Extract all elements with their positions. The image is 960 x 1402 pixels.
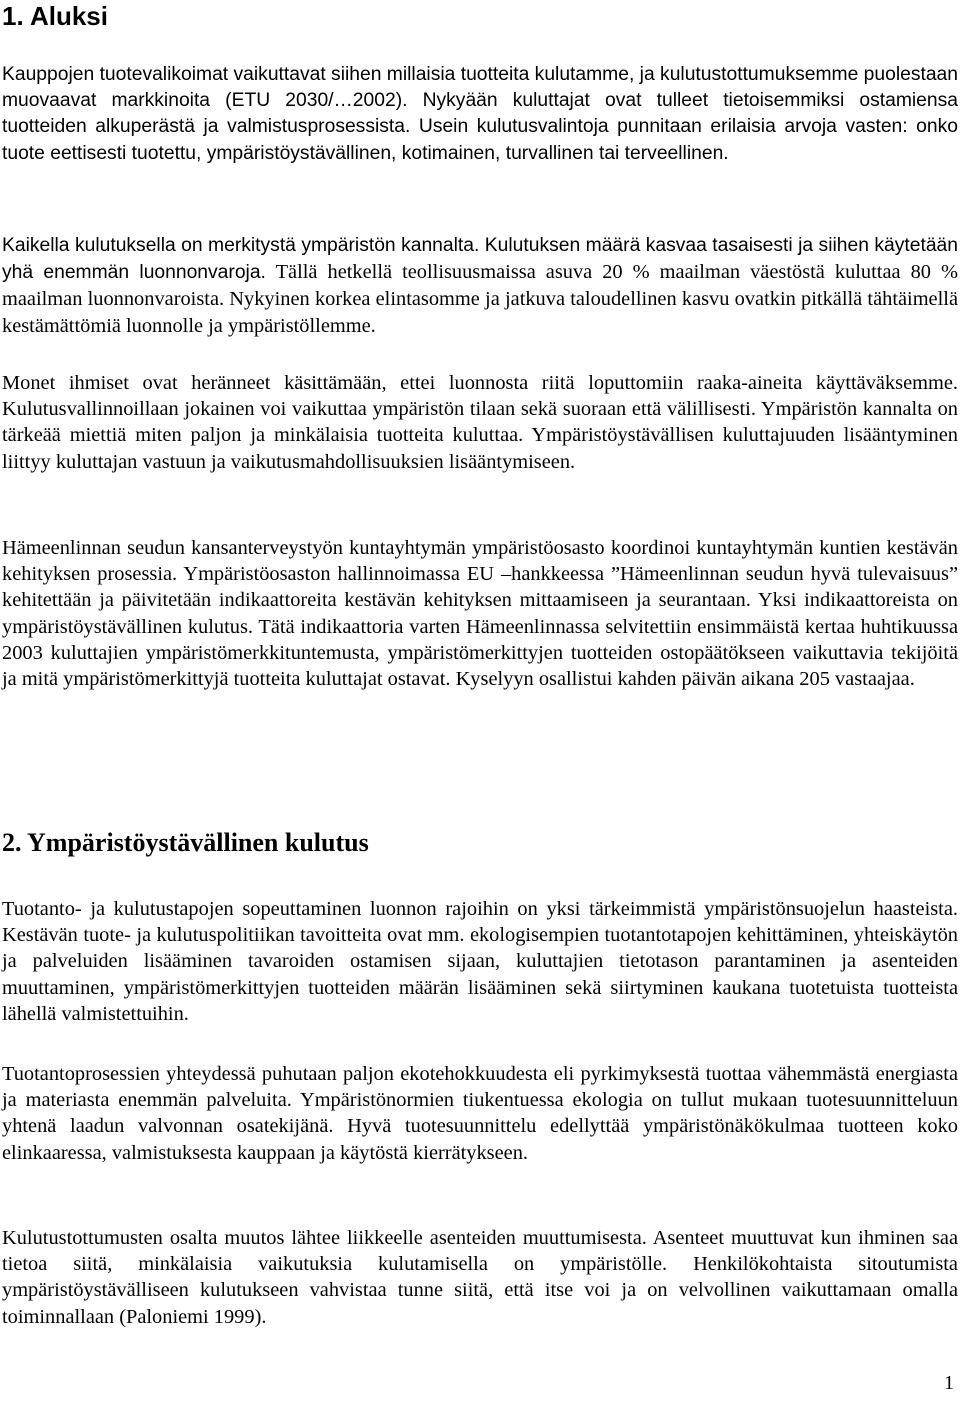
paragraph-awareness: Monet ihmiset ovat heränneet käsittämään, ettei luonnosta riitä loputtomiin raaka-aineita käyttäväksemme. Kulutusvallinnoillaan jokainen voi vaikuttaa ympäristön tilaan sekä suoraan että välillisesti. Ympäristön kannalta on tärkeää miettiä miten paljon ja minkälaisia tuotteita kuluttaa. Ympäristöystävällisen kuluttajuuden lisääntyminen liittyy kuluttajan vastuun ja vaikutusmahdollisuuksien lisääntymiseen. — [2, 372, 958, 473]
page-number: 1 — [944, 1372, 954, 1394]
paragraph-intro: Kauppojen tuotevalikoimat vaikuttavat siihen millaisia tuotteita kulutamme, ja kulutustottumuksemme puolestaan muovaavat markkinoita (ETU 2030/…2002). Nykyään kuluttajat ovat tulleet tietoisemmiksi ostamiensa tuotteiden alkuperästä ja valmistusprosessista. Usein kulutusvalintoja punnitaan erilaisia arvoja vasten: onko tuote eettisesti tuotettu, ympäristöystävällinen, kotimainen, turvallinen tai terveellinen. — [2, 64, 958, 164]
paragraph-ecoefficiency: Tuotantoprosessien yhteydessä puhutaan paljon ekotehokkuudesta eli pyrkimyksestä tuottaa vähemmästä energiasta ja materiasta enemmän palveluita. Ympäristönormien tiukentuessa ekologia on tullut mukaan tuotesuunnitteluun yhtenä laadun valvonnan osatekijänä. Hyvä tuotesuunnittelu edellyttää ympäristönäkökulmaa tuotteen koko elinkaaressa, valmistuksesta kauppaan ja käytöstä kierrätykseen. — [2, 1063, 958, 1164]
paragraph-consumption — [2, 232, 958, 339]
paragraph-attitudes: Kulutustottumusten osalta muutos lähtee liikkeelle asenteiden muuttumisesta. Asenteet muuttuvat kun ihminen saa tietoa siitä, minkälaisia vaikutuksia kulutamisella on ympäristölle. Henkilökohtaista sitoutumista ympäristöystävälliseen kulutukseen vahvistaa tunne siitä, että itse voi ja on velvollinen vaikuttamaan omalla toiminnallaan (Paloniemi 1999). — [2, 1227, 958, 1328]
paragraph-production: Tuotanto- ja kulutustapojen sopeuttaminen luonnon rajoihin on yksi tärkeimmistä ympäristönsuojelun haasteista. Kestävän tuote- ja kulutuspolitiikan tavoitteita ovat mm. ekologisempien tuotantotapojen kehittäminen, yhteiskäytön ja palveluiden lisääminen tavaroiden ostamisen sijaan, kuluttajien tietotason parantaminen ja asenteiden muuttaminen, ympäristömerkittyjen tuotteiden määrän lisääminen sekä siirtyminen kaukana tuotetuista tuotteista lähellä valmistettuihin. — [2, 898, 958, 1025]
section-heading-aluksi: 1. Aluksi — [2, 1, 108, 31]
paragraph-hameenlinna: Hämeenlinnan seudun kansanterveystyön kuntayhtymän ympäristöosasto koordinoi kuntayhtymän kuntien kestävän kehityksen prosessia. Ympäristöosaston hallinnoimassa EU –hankkeessa ”Hämeenlinnan seudun hyvä tulevaisuus” kehitettään ja päivitetään indikaattoreita kestävän kehityksen mittaamiseen ja seurantaan. Yksi indikaattoreista on ympäristöystävällinen kulutus. Tätä indikaattoria varten Hämeenlinnassa selvitettiin ensimmäistä kertaa huhtikuussa 2003 kuluttajien ympäristömerkkituntemusta, ympäristömerkittyjen tuotteiden ostopäätökseen vaikuttavia tekijöitä ja mitä ympäristömerkittyjä tuotteita kuluttajat ostavat. Kyselyyn osallistui kahden päivän aikana 205 vastaajaa. — [2, 537, 958, 691]
paragraph-consumption-sans-part: Kaikella kulutuksella on merkitystä ympäristön kannalta. Kulutuksen määrä kasvaa tasaisesti ja siihen käytetään yhä enemmän luonnonvaroja. — [2, 235, 958, 284]
paragraph-consumption-serif-part: Tällä hetkellä teollisuusmaissa asuva 20 % maailman väestöstä kuluttaa 80 % maailman luonnonvaroista. Nykyinen korkea elintasomme ja jatkuva taloudellinen kasvu ovatkin pitkällä tähtäimellä kestämättömiä luonnolle ja ympäristöllemme. — [2, 261, 959, 337]
section-heading-ymparistoystavallinen: 2. Ympäristöystävällinen kulutus — [2, 828, 369, 857]
